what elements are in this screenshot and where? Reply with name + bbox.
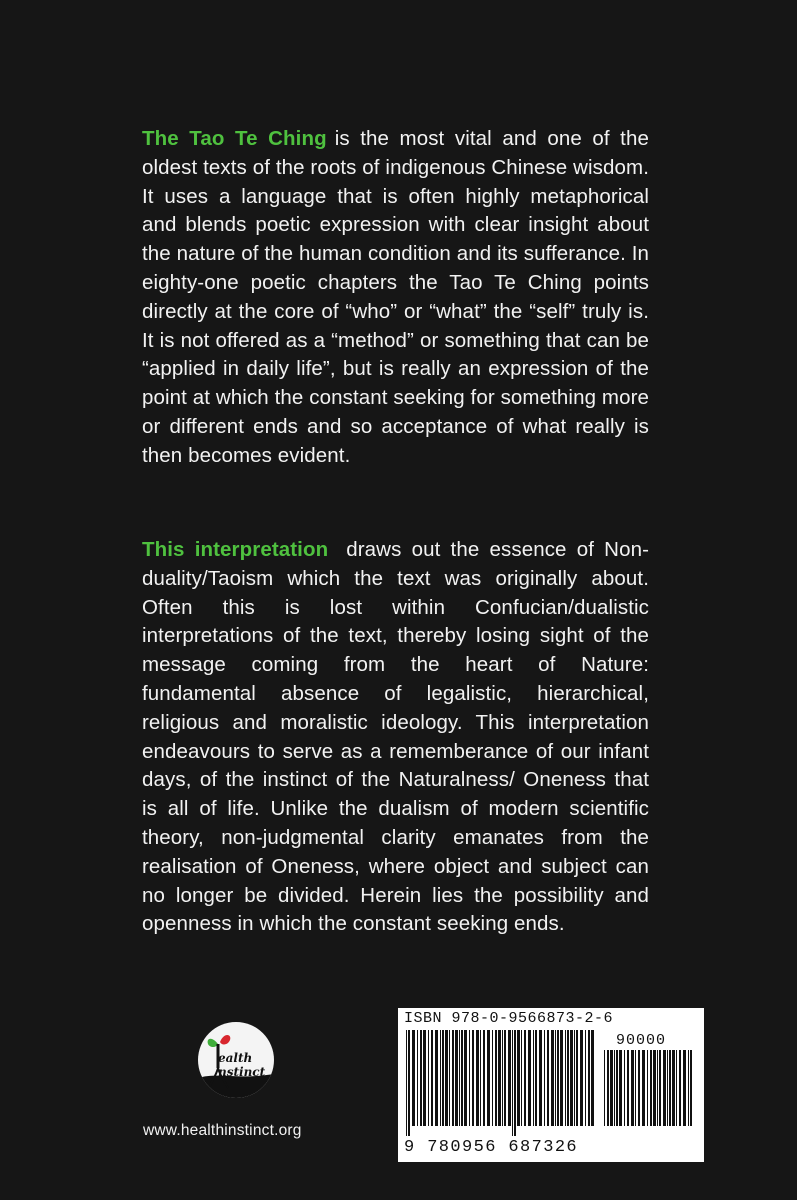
barcode-bar [452,1030,454,1126]
ean-digits: 9 780956 687326 [404,1138,579,1157]
barcode-bar [607,1050,609,1126]
barcode-bar [631,1050,634,1126]
barcode-bar [544,1030,545,1126]
barcode-bar [514,1030,516,1136]
barcode-bar [423,1030,426,1126]
barcode-bar [464,1030,467,1126]
barcode-bar [576,1030,578,1126]
barcode-bar [455,1030,458,1126]
paragraph-1-body: is the most vital and one of the oldest texts of the roots of indigenous Chinese wisdom. It uses a language that is often highly metaphorical and blends poetic expression with clear insight about the nature of the human condition and its sufferance. In eighty-one poetic chapters the Tao Te Ching points directly at the core of “who” or “what” the “self” truly is. It is not offered as a “method” or something that can be “applied in daily life”, but is really an expression of the point at which the constant seeking for something more or different ends and so acceptance of what really is then becomes evident. [142,127,649,467]
barcode-bar [659,1050,661,1126]
isbn-number: ISBN 978-0-9566873-2-6 [404,1010,614,1027]
logo-text-line-2: nstinct [218,1065,266,1079]
barcode-bar [650,1050,652,1126]
barcode-bar [667,1050,668,1126]
barcode-bar [480,1030,481,1126]
isbn-barcode [398,1008,704,1162]
barcode-bar [428,1030,429,1126]
barcode-bar [647,1050,648,1126]
barcode-bar [619,1050,622,1126]
barcode-bar [495,1030,497,1126]
barcode-bar [528,1030,531,1126]
barcode-bar [412,1030,415,1126]
barcode-bar [551,1030,554,1126]
ean-barcode-bars [406,1030,598,1136]
barcode-bar [638,1050,640,1126]
website-url: www.healthinstinct.org [143,1122,302,1139]
barcode-bar [512,1030,513,1136]
barcode-bar [517,1030,520,1126]
paragraph-tao-te-ching [142,125,649,471]
barcode-bar [483,1030,485,1126]
barcode-bar [614,1050,615,1126]
logo-text-line-1: ealth [218,1051,253,1065]
barcode-bar [570,1030,573,1126]
barcode-bar [524,1030,526,1126]
barcode-bar [604,1050,605,1126]
barcode-bar [521,1030,522,1126]
barcode-bar [472,1030,474,1126]
barcode-bar [435,1030,438,1126]
barcode-bar [635,1050,636,1126]
barcode-bar [588,1030,590,1126]
lead-tao-te-ching: The Tao Te Ching [142,127,327,150]
barcode-bar [676,1050,677,1126]
barcode-bar [567,1030,569,1126]
barcode-bar [679,1050,681,1126]
barcode-bar [440,1030,441,1126]
barcode-bar [672,1050,675,1126]
barcode-bar [461,1030,463,1126]
barcode-bar [663,1050,666,1126]
barcode-bar [420,1030,422,1126]
addon-barcode-bars [604,1050,696,1136]
barcode-bar [408,1030,410,1136]
barcode-bar [476,1030,479,1126]
barcode-bar [535,1030,537,1126]
barcode-bar [547,1030,549,1126]
barcode-bar [508,1030,511,1126]
barcode-bar [653,1050,656,1126]
barcode-bar [449,1030,450,1126]
barcode-bar [627,1050,629,1126]
barcode-bar [417,1030,418,1126]
lead-this-interpretation: This interpretation [142,538,329,561]
barcode-bar [580,1030,583,1126]
barcode-bar [669,1050,671,1126]
barcode-bar [539,1030,542,1126]
barcode-bar [445,1030,448,1126]
paragraph-2-body: draws out the essence of Non-duality/Taoism which the text was originally about. Often this is lost within Confucian/dualistic interpretations of the text, thereby losing sight of the message coming from the heart of Nature: fundamental absence of legalistic, hierarchical, religious and moralistic ideology. This interpretation endeavours to serve as a rememberance of our infant days, of the instinct of the Naturalness/ Oneness that is all of life. Unlike the dualism of modern scientific theory, non-judgmental clarity emanates from the realisation of Oneness, where object and subject can no longer be divided. Herein lies the possibility and openness in which the constant seeking ends. [142,538,649,936]
barcode-bar [557,1030,559,1126]
barcode-bar [688,1050,689,1126]
barcode-bar [683,1050,686,1126]
barcode-bar [504,1030,506,1126]
barcode-bar [492,1030,493,1126]
barcode-bar [555,1030,556,1126]
barcode-bar [502,1030,503,1126]
barcode-bar [442,1030,444,1126]
barcode-bar [624,1050,625,1126]
barcode-bar [585,1030,586,1126]
barcode-bar [498,1030,501,1126]
barcode-bar [690,1050,692,1126]
barcode-bar [459,1030,460,1126]
health-instinct-logo [198,1022,274,1098]
barcode-bar [565,1030,566,1126]
barcode-bar [533,1030,534,1126]
barcode-bar [610,1050,613,1126]
barcode-bar [560,1030,563,1126]
barcode-bar [642,1050,645,1126]
barcode-bar [657,1050,658,1126]
barcode-bar [616,1050,618,1126]
barcode-bar [487,1030,490,1126]
barcode-bar [469,1030,470,1126]
barcode-bar [574,1030,575,1126]
paragraph-interpretation [142,536,649,939]
addon-number: 90000 [616,1032,667,1049]
barcode-bar [591,1030,594,1126]
barcode-bar [431,1030,433,1126]
barcode-bar [406,1030,407,1136]
